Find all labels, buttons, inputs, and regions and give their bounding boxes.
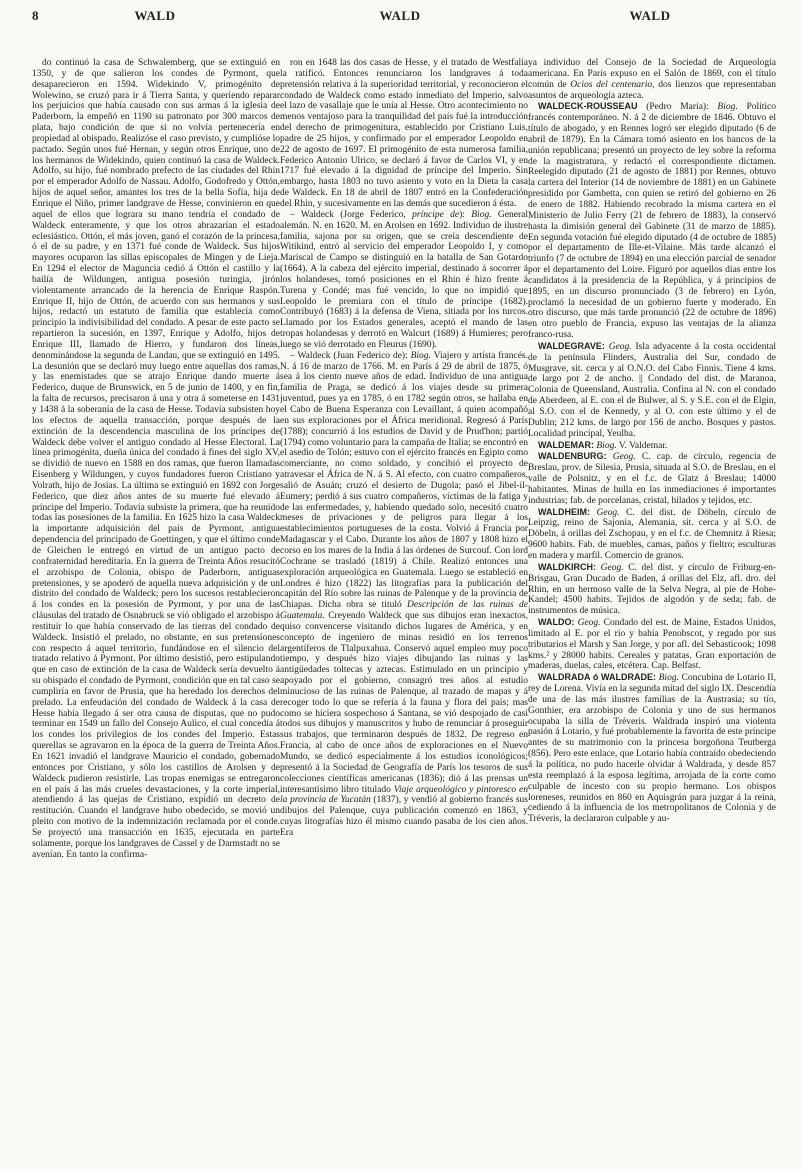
entry-text: Condado del est. de Maine, Estados Unidos, limitado al E. por el río y bahía Penobscot, y regado por sus tributarios el Marsh y San Jorge, y por afl. del Sebasticook; 1098 kms.² y 28000 habits. Cereales y patatas. Gran exportación de maderas, duelas, cales, etcétera. Cap. Belfast. [528,618,776,672]
entry-waldenburg [528,451,776,506]
entry-category: Biog. [596,440,617,451]
entry-head: – Waldeck (Jorge Federico, [290,209,413,220]
entry-head: – Waldeck (Juan Federico de): [290,350,408,361]
entry-category: Geog. [596,507,620,518]
entry-category: Geog. [600,562,624,573]
entry-waldkirch [528,562,776,617]
entry-text: V. Valdemar. [616,440,668,451]
entry-category: Geog. [608,341,632,352]
running-title-right: WALD [629,8,671,23]
entry-headword: WALDKIRCH: [538,561,596,572]
entry-headword: WALDECK-ROUSSEAU [538,101,638,112]
entry-waldeck-juan-federico [280,351,528,839]
entry-text: . Creyendo Waldeck que sus dibujos eran inexactos, quiso convencerse visitando dichos lugares de América, y en concepto de ingeniero de minas residió en los terrenos argentíferos de Tlalpuxahua. Conservó aquel empleo muy poco tiempo, y después hizo viajes dibujando las ruinas y las antigüedades toltecas y aztecas. Estimulado en un principio y apoyado por el gobierno, consagró tres años al estudio minucioso de las ruinas de Palenque, al trazado de mapas y á recoger todo lo que se refería á la fauna y flora del país; mas como se hiciera sospechoso á Santana, se vió despojado de casi todos sus dibujos y manuscritos y hubo de renunciar á proseguir sus trabajos, que terminaron después de 1832. De regreso en Francia, al cabo de once años de exploraciones en el Nuevo Mundo, se dedicó especialmente á los estudios iconológicos; presentó á la Sociedad de Geografía de París los tesoros de sus colecciones científicas americanas (1836); dió á las prensas un interesantísimo libro titulado [280,611,528,795]
entry-text: Político francés contemporáneo. N. á 2 de diciembre de 1846. Obtuvo el título de abogado, y en Rennes logró ser elegido diputado (6 de abril de 1879). En la Cámara tomó asiento en los bancos de la unión republicana; presentó un proyecto de ley sobre la reforma de la magistratura, y redactó el correspondiente dictamen. Reelegido diputado (21 de agosto de 1881) por Rennes, obtuvo la cartera del Interior (14 de noviembre de 1881) en un Gabinete presidido por Gambetta, con quien se retiró del gobierno en 26 de enero de 1882. Habiendo recobrado la misma cartera en el Ministerio de Julio Ferry (21 de febrero de 1883), la conservó hasta la dimisión general del Gabinete (31 de marzo de 1885). En segunda votación fué elegido diputado (4 de octubre de 1885) por el departamento de Ille-et-Vilaine. Más tarde alcanzó el triunfo (7 de octubre de 1894) en una elección parcial de senador por el departamento del Loire. Figuró por aquellos días entre los candidatos á la presidencia de la República, y á principios de 1895, en un discurso pronunciado (3 de febrero) en Lyón, proclamó la necesidad de un gobierno fuerte y moderado. En otro discurso, que más tarde pronunció (22 de octubre de 1896) en otro pueblo de Francia, expuso las ventajas de la alianza franco-rusa. [528,102,776,341]
text-column-right [528,58,776,1160]
entry-category: Geog. [612,452,636,463]
work-title: Viaje arqueológico y pintoresco en la provincia de Yucatán [280,784,528,806]
entry-headword: WALDO: [538,617,575,628]
waldeck-history-continuation: ron en 1648 las dos casas de Hesse, y el tratado de Westfalia la ratificó. Entonces renunciaron los landgraves á toda pretensión relativa á la superioridad territorial, y reconocieron el condado de Waldeck como estado inmediato del Imperio, salvo el lazo de vasallaje que le unía al Hesse. Otro acontecimiento no menos ventajoso para la tranquilidad del país fué la introducción del derecho de primogenitura, establecido por Cristiano Luis, padre de 25 hijos, y confirmado por el emperador Leopoldo en 22 de agosto de 1697. El primogénito de esta numerosa familia, Federico Antonio Ulrico, se declaró á favor de Carlos VI, y en 1717 fué elevado á la dignidad de príncipe del Imperio. Sin embargo, hasta 1803 no tuvo asiento y voto en la Dieta la casa de Waldeck. En 18 de abril de 1807 entró en la Confederación del Rhin, y sucesivamente en las demás que sucedieron á ésta. [280,58,528,209]
entry-headword: WALDEMAR: [538,439,594,450]
running-title-left: WALD [134,8,176,23]
entry-waldeck-rousseau [528,101,776,341]
entry-headword: WALDENBURG: [538,451,607,462]
text-column-middle [280,58,528,1160]
entry-text: ya individuo del Consejo de la Sociedad de Arqueología americana. En París expuso en el Salón de 1869, con el título común de [528,58,776,90]
entry-waldrada [528,672,776,825]
entry-waldheim [528,507,776,562]
entry-category: Biog. [717,102,738,113]
entry-text: , dos lienzos que representaban asuntos de arqueología azteca. [528,79,776,101]
entry-waldegrave [528,341,776,440]
entry-text: Concubina de Lotario II, rey de Lorena. Vivía en la segunda mitad del siglo IX. Descendía de una de las más ilustres familias de la Austrasia; su tío, Gonthier, era arzobispo de Colonia y uno de sus hermanos ocupaba la silla de Tréveris. Waldrada inspiró una violenta pasión á Lotario, y fué probablemente la favorita de este príncipe antes de su matrimonio con la princesa borgoñona Teutberga (856). Pero este enlace, que Lotario había contraído obedeciendo á la política, no pudo hacerle olvidar á Waldrada, y desde 857 esta reemplazó á la esposa legítima, arrojada de la corte como culpable de incesto con su propio hermano. Los obispos loreneses, reunidos en 860 en Aquisgrán para juzgar á la reina, cediendo á la influencia de los metropolitanos de Colonia y de Tréveris, la declararon culpable y au- [528,673,776,825]
entry-title-qualifier: príncipe de [412,209,460,220]
waldeck-continuation [528,58,776,101]
waldeck-history-paragraph: do continuó la casa de Schwalemberg, que se extinguió en 1350, y de que salieron los condes de Pyrmont, que desaparecieron en 1594. Widekindo V, primogénito de Wolewino, se cruzó para ir á Tierra Santa, y queriendo reparar los perjuicios que había causado con sus armas á la iglesia de Paderborn, la empeñó en 1190 su patronato por 300 marcos de plata, bajo condición de que si no volvía pertenecería en propiedad al obispado. Realizóse el caso previsto, y cumplióse lo pactado. Según unos fué Hernan, y según otros Enrique, uno de los hermanos de Widekindo, quien continuó la casa de Waldeck. Adolfo, su hijo, fué nombrado prefecto de las ciudades del Rhin por el emperador Adolfo de Nassau. Adolfo, Godofredo y Ottón, hijos de aquel señor, amantes los tres de la bella Sofía, hija de Enrique el Niño, primer landgrave de Hesse, convinieron en que aquel de ellos que lograra su mano tendría el condado de Waldeck enteramente, y que los otros abrazarían el estado eclesiástico. Ottón, el más joven, ganó el corazón de la princesa, ó el de su padre, y en 1371 fué conde de Waldeck. Sus hijos mayores ocuparon las sillas episcopales de Mingen y de Lieja. En 1294 el elector de Maguncia cedió á Ottón el castillo y la bailía de Wildungen, antigua posesión turingia, jirón violentamente arrancado de la herencia de Enrique Raspón. Enrique II, hijo de Ottón, de acuerdo con sus hermanos y sus hijos, redactó un estatuto de familia que establecía como principio la indivisibilidad del condado. A pesar de este pacto se repartieron la sucesión, en 1397, Enrique y Adolfo, hijos de Enrique III, llamado de Hierro, y fundaron dos líneas, denominándose la segunda de Landau, que se extinguió en 1495. La desunión que se declaró muy luego entre aquellas dos ramas, y las enemistades que se atrajo Enrique dando muerte á Federico, duque de Brunswick, en 5 de junio de 1400, y en fin, la falta de recursos, precisaron á una y otra á someterse en 1431 y 1438 á la soberanía de la casa de Hesse. Todavía subsisten hoy los efectos de aquella transacción, porque después de la extinción de la descendencia masculina de los príncipes de Waldeck debe volver el antiguo condado al Hesse Electoral. La línea primogénita, dueña única del condado á fines del siglo XV, se dividió de nuevo en 1588 en dos ramas, que fueron llamadas Eisenberg y Wildungen, y cuyos fundadores fueron Cristiano y Volrath, hijo de Josías. La última se extinguió en 1692 con Jorge Federico, que diez años antes de su muerte fué elevado á príncipe del Imperio. Todavía subsiste la primera, que ha reunido todas las posesiones de la familia. En 1625 hizo la casa Waldeck la importante adquisición del país de Pyrmont, antigua dependencia del principado de Goettingen, y que el último conde de Gleichen le entregó en virtud de un antiguo pacto de confraternidad hereditaria. En la guerra de Treinta Años resucitó el arzobispo de Colonia, obispo de Paderborn, antiguas pretensiones, y se apoderó de aquella nueva adquisición y de un distrito del condado de Waldeck; pero los sucesos restablecieron á los condes en la posesión de Pyrmont, y por una de las cláusulas del tratado de Osnabruck se vió obligado el arzobispo á restituir lo que había conservado de las tierras del condado de Waldeck. Insistió el prelado, no obstante, en sus pretensiones con respecto á aquel territorio, fundándose en el silencio del tratado relativo á Pyrmont. Por último desistió, pero estipulando que en caso de extinción de la casa de Waldeck sería devuelto á su obispado el condado de Pyrmont, condición que en tal caso se cumpliría en favor de Prusia, que ha heredado los derechos del prelado. La enfeudación del condado de Waldeck á la casa de Hesse había llegado á ser otra causa de disputas, que no pudo terminar en 1549 un fallo del Consejo Aulico, el cual concedía á los condes los privilegios de los condes del Imperio. Estas querellas se agravaron en la época de la guerra de Treinta Años. En 1621 invadió el landgrave Mauricio el condado, gobernado entonces por Cristiano, y sólo los castillos de Arolsen y de Waldeck pudieron resistirle. Las tropas enemigas se entregaron en el país á las más crueles devastaciones, y la corte imperial, atendiendo á las quejas de Cristiano, expidió un decreto de restitución. Cuando el landgrave hubo obedecido, se movió un pleito con motivo de la indemnización reclamada por el conde. Se proyectó una transacción en 1635, ejecutada en parte solamente, porque los landgraves de Cassel y de Darmstadt no se avenían. En tanto la confirma- [32,58,280,860]
entry-headword: WALDRADA ó WALDRADE: [538,672,657,683]
entry-text: C. del dist. de Döbeln, círculo de Leipzig, reino de Sajonia, Alemania, sit. cerca y al S.O. de Döbeln, á orillas del Zschopau, y en el f.c. de Chemnitz á Riesa; 9600 habits. Fab. de muebles, camas, paños y fieltro; esculturas en madera y marfil. Comercio de granos. [528,507,776,561]
entry-text: C. cap. de círculo, regencia de Breslau, prov. de Silesia, Prusia, situada al S.O. de Breslau, en el valle de Polsnitz, y en el f.c. de Glatz á Breslau; 14000 habitantes. Minas de hulla en las inmediaciones é importantes industrias; fab. de porcelanas, cristal, hilados y tejidos, etc. [528,452,776,506]
work-title: Ocios del centenario [570,79,653,90]
entry-waldemar [528,440,776,452]
work-title: Descripción de las ruinas de Guatemala [280,600,528,622]
entry-category: Biog. [410,350,431,361]
running-title-center: WALD [379,8,421,23]
entry-category: Geog. [577,618,601,629]
entry-headword: WALDEGRAVE: [538,340,605,351]
entry-category: Biog. [658,673,679,684]
entry-text: (1837), y vendió al gobierno francés sus dibujos del Palenque, cuya publicación comenzó en 1863, y cuyas litografías hizo él mismo cuando pasaba de los cien años. Era [280,795,528,838]
page-header [0,8,801,30]
entry-category: Biog. [471,209,492,220]
entry-waldeck-jorge-federico [280,210,528,351]
entry-name: (Pedro María): [637,102,709,113]
entry-text: C. del dist. y círculo de Friburg-en-Brisgau, Gran Ducado de Baden, á orillas del Elz, afl. dro. del Rhin, en un hermoso valle de la Selva Negra, al pie de Hohe-Kandel; 4500 habits. Tejidos de algodón y de seda; fab. de instrumentos de música. [528,562,776,617]
entry-head-close: ): [459,209,465,220]
text-column-left [32,58,280,1160]
entry-text: Isla adyacente á la costa occidental de la península Flinders, Australia del Sur, condado de Musgrave, sit. cerca y al O.N.O. del Cabo Finnis. Tiene 4 kms. de largo por 2 de ancho. || Condado del dist. de Maranoa, Colonia de Queensland, Australia. Confina al N. con el condado de Aberdeen, al E. con el de Bulwer, al S. y S.E. con el de Elgin, al S.O. con el de Kennedy, y al O. con este último y el de Dublin; 212 kms. de largo por 156 de ancho. Bosques y pastos. Localidad principal, Yeulba. [528,341,776,439]
page-number: 8 [32,8,39,23]
entry-headword: WALDHEIM: [538,506,590,517]
entry-text: General alemán. N. en 1620. M. en Arolsen en 1692. Individuo de ilustre familia, sajona por su origen, que se creía descendiente de Witikind, entró al servicio del emperador Leopoldo I, y como Mariscal de Campo se distinguió en la batalla de San Gotardo (1664). A la cabeza del ejército imperial, destinado á socorrer á los holandeses, tomó posiciones en el Rhin é hizo frente á Turena y Condé; mas fué vencido, lo que no impidió que Leopoldo le premiara con el título de príncipe (1682). Contribuyó (1683) á la defensa de Viena, sitiada por los turcos. Llamado por los Estados generales, aceptó el mando de las tropas holandesas y derrotó en Walcurt (1689) á Humieres; pero luego se vió derrotado en Fleurus (1690). [280,209,528,350]
entry-text: Viajero y artista francés. N. á 16 de marzo de 1766. M. en París á 29 de abril de 1875, ó sea á los ciento nueve años de edad. Individuo de una antigua familia de Praga, se dedicó á los viajes desde su primera juventud, pues ya en 1785, ó en 1782 según otros, se hallaba en el Cabo de Buena Esperanza con Levaillant, á quien acompañó en sus exploraciones por el África meridional. Regresó á París (1788); concurrió á los estudios de David y de Prud'hon; partió (1794) como voluntario para la campaña de Italia; se encontró en el asedio de Tolón; estuvo con el ejército francés en Egipto como comerciante, no como soldado, y concibió el proyecto de atravesar el África de N. á S. Al efecto, con cuatro compañeros, salió de Asuán; cruzó el desierto de Dugola; pasó el Jibel-il-Eumery; perdió á sus cuatro compañeros, víctimas de la fatiga y de las enfermedades, y, habiendo quedado solo, necesitó cuatro meses de privaciones y de peligros para llegar á los establecimientos portugueses de la costa. Volvió á Francia por Madagascar y el Cabo. Durante los años de 1807 y 1808 hizo el corso en los mares de la India á las órdenes de Surcouf. Con lord Cochrane se trasladó (1819) á Chile. Realizó entonces una exploración arqueológica en Guatemala. Luego se estableció en Londres é hizo (1822) las litografías para la publicación del capitán del Río sobre las ruinas de Palenque y de la provincia de Chiapas. Dicha obra se tituló [280,350,528,611]
entry-waldo [528,617,776,672]
